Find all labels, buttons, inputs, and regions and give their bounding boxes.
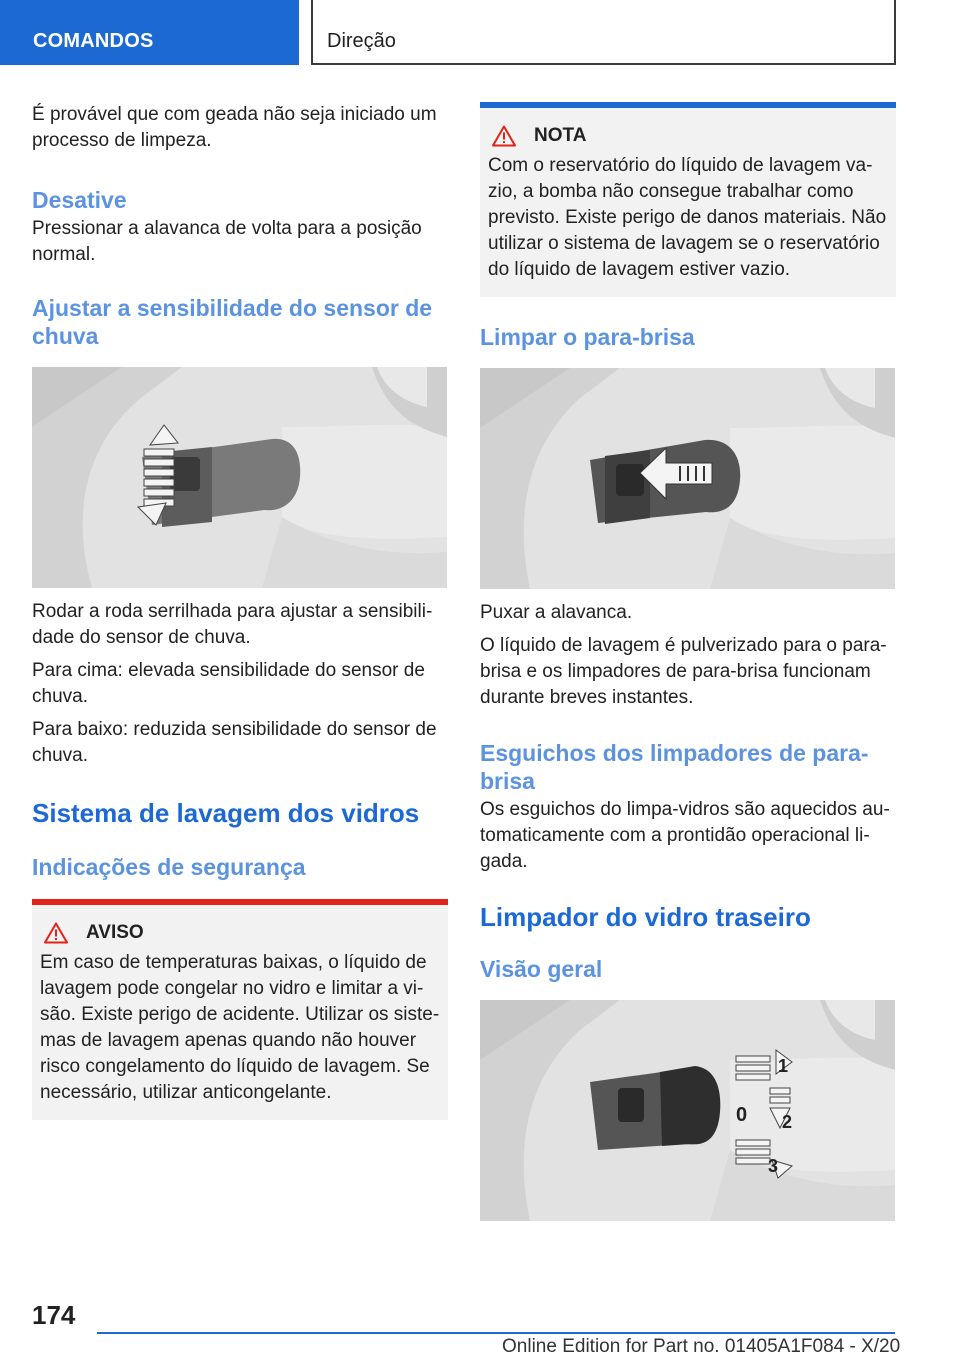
rain-sensor-heading: Ajustar a sensibilidade do sensor de chuva: [32, 295, 433, 349]
left-column: [32, 102, 448, 1120]
note-label: NOTA: [534, 125, 587, 146]
warning-triangle-icon: [492, 125, 516, 147]
warning-text: Em caso de temperaturas baixas, o líquido de lavagem pode congelar no vidro e limitar a visão. Existe perigo de acidente. Utilizar os sistemas de lavagem apenas quando não houver risco congelamento do líquido de lavagem. Se necessário, utilizar anticongelante.: [40, 952, 440, 1103]
position-label: 1: [778, 1056, 789, 1076]
rear-wiper-heading: Limpador do vidro traseiro: [480, 902, 811, 932]
rear-wiper-figure: [480, 1000, 895, 1221]
position-label: 0: [736, 1104, 748, 1126]
note-text: Com o reservatório do líquido de lavagem vazio, a bomba não consegue trabalhar como previsto. Existe perigo de danos materiais. Não utilizar o sistema de lavagem se o reservatório do líquido de lavagem estiver vazio.: [488, 155, 887, 280]
rain-sensor-paragraph-2: Para cima: elevada sensibilidade do sensor de chuva.: [32, 660, 425, 707]
footer-rule: [97, 1332, 895, 1334]
clean-windshield-heading: Limpar o para-brisa: [480, 324, 695, 350]
note-box: [480, 102, 896, 297]
safety-heading: Indicações de segurança: [32, 854, 306, 880]
clean-paragraph-1: Puxar a alavanca.: [480, 602, 633, 623]
rain-sensor-paragraph-3: Para baixo: reduzida sensibilidade do sensor de chuva.: [32, 719, 437, 766]
washer-system-heading: Sistema de lavagem dos vidros: [32, 798, 420, 828]
nozzles-heading: Esguichos dos limpadores de parabrisa: [480, 740, 869, 794]
intro-paragraph: É provável que com geada não seja iniciado um processo de limpeza.: [32, 104, 437, 151]
clean-windshield-figure: [480, 368, 895, 589]
header-section-label: COMANDOS: [33, 30, 154, 52]
header-topic-label: Direção: [327, 30, 396, 52]
rain-sensor-paragraph-1: Rodar a roda serrilhada para ajustar a sensibilidade do sensor de chuva.: [32, 601, 433, 648]
header-topic-box: [311, 0, 896, 65]
warning-label: AVISO: [86, 922, 144, 943]
header-section-tab: [0, 0, 299, 65]
position-label: 3: [768, 1156, 779, 1176]
clean-paragraph-2: O líquido de lavagem é pulverizado para o para-brisa e os limpadores de para-brisa funcionam durante breves instantes.: [480, 635, 887, 708]
deactivate-heading: Desative: [32, 187, 127, 213]
overview-heading: Visão geral: [480, 956, 603, 982]
position-label: 2: [782, 1112, 793, 1132]
warning-box: [32, 899, 448, 1120]
edition-text: Online Edition for Part no. 01405A1F084 - X/20: [502, 1336, 901, 1357]
rain-sensor-figure: [32, 367, 447, 588]
right-column: [480, 102, 896, 1221]
nozzles-paragraph: Os esguichos do limpa-vidros são aquecidos automaticamente com a prontidão operacional ligada.: [480, 799, 890, 872]
deactivate-paragraph: Pressionar a alavanca de volta para a posição normal.: [32, 218, 422, 265]
warning-triangle-icon: [44, 922, 68, 944]
page-number: 174: [32, 1300, 76, 1330]
